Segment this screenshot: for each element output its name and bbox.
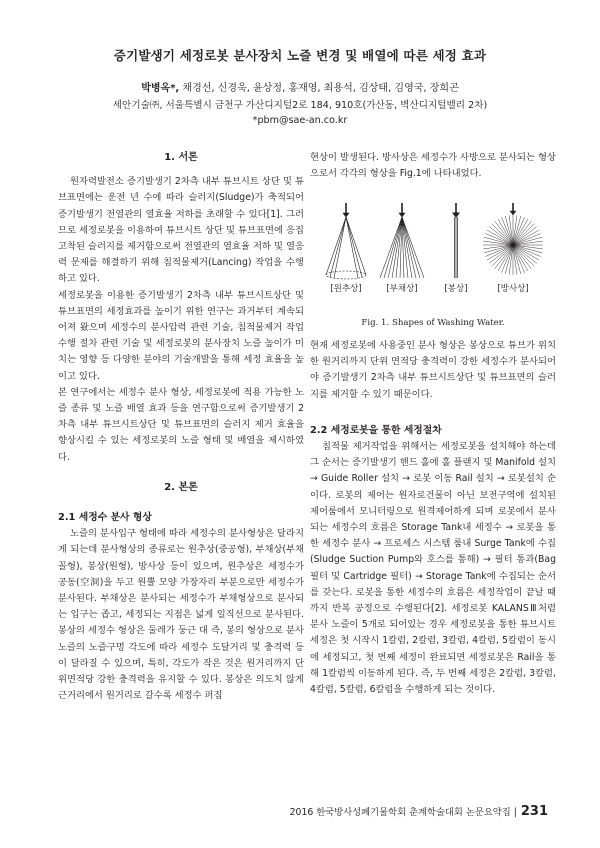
section-heading-intro: 1. 서론 [164, 152, 198, 163]
radial-ray [484, 245, 513, 253]
radial-ray [513, 237, 542, 245]
label-solid-stream: [봉상] [444, 284, 468, 294]
body-paragraph-2-1: 노즐의 분사입구 형태에 따라 세정수의 분사형상은 달라지게 되는데 분사형상의 종류로는 원추상(중공형), 부채상(부채꼴형), 봉상(원형), 방사상 등이 있으며, 원추상은 세정수가 공동(空洞)을 두고 원뿔 모양 가장자리 부분으로만 세정수가 분사된다. 부채상은 분사되는 세정수가 부채형상으로 분사되는 입구는 좁고, 세정되는 지점은 넓게 일직선으로 분사된다. 봉상의 세정수 형상은 둘레가 둥근 대 즉, 봉의 형상으로 분사노즐의 노즐구멍 각도에 따라 세정수 도달거리 및 충격력 등이 달라질 수 있으며, 특히, 각도가 작은 것은 원거리까지 단위면적당 강한 충격력을 유지할 수 있다. 봉상은 의도치 않게 근거리에서 원거리로 갈수록 세정수 퍼짐 [58, 528, 304, 702]
radial-ray [505, 245, 513, 274]
author-list [0, 79, 600, 94]
radial-ray [513, 245, 542, 253]
body-paragraph-2-1-end: 현재 세정로봇에 사용중인 분사 형상은 봉상으로 튜브가 위치한 원거리까지 단위 면적당 충격력이 강한 세정수가 분사되어야 증기발생기 2차측 내부 튜브시트상단 및 튜브표면의 슬러지를 제거할 수 있기 때문이다. [310, 340, 556, 400]
label-fan: [부채상] [386, 284, 418, 294]
radial-ray [513, 245, 521, 274]
footer-text: 2016 한국방사성폐기물학회 춘계학술대회 논문요약집 | [289, 807, 517, 818]
radial-ray [484, 237, 513, 245]
body-paragraph-2-1-cont: 현상이 발생된다. 방사상은 세정수가 사방으로 분사되는 형상으로서 각각의 형상을 Fig.1에 나타내었다. [310, 152, 556, 180]
right-column-lower [310, 338, 556, 698]
right-column [310, 150, 556, 182]
lead-author: 박병옥*, [141, 83, 180, 94]
left-column [58, 150, 304, 705]
radial-ray [513, 216, 521, 245]
figure-caption: Fig. 1. Shapes of Washing Water. [361, 318, 505, 328]
email-address: *pbm@sae-an.co.kr [252, 115, 348, 126]
paper-title: 증기발생기 세정로봇 분사장치 노즐 변경 및 배열에 따른 세정 효과 [113, 48, 487, 63]
cone-spray-shape [326, 203, 366, 279]
intro-paragraph-2: 세정로봇을 이용한 증기발생기 2차측 내부 튜브시트상단 및 튜브표면의 세정효과를 높이기 위한 연구는 과거부터 계속되어져 왔으며 세정수의 분사압력 관련 기술, 침적물제거 작업 수행 절차 관련 기술 및 세정로봇의 분사장치 노즐 높이가 미치는 영향 등 다양한 분야의 기술개발을 통해 세정 효율을 높이고 있다. [58, 289, 304, 382]
fan-spray-shape [380, 203, 424, 278]
label-radial: [방사상] [497, 284, 529, 294]
radial-spray-shape [483, 203, 543, 275]
intro-paragraph-1: 원자력발전소 증기발생기 2차측 내부 튜브시트 상단 및 튜브표면에는 운전 년 수에 따라 슬러지(Sludge)가 축적되어 증기발생기 전열관의 열효율 저하를 초래할 수 있다[1]. 그러므로 세정로봇을 이용하여 튜브시트 상단 및 튜브표면에 응집 고착된 슬러지를 제거함으로써 전열관의 열효율 저하 및 열응력 문제를 해결하기 위해 침적물제거(Lancing) 작업을 수행하고 있다. [58, 176, 304, 285]
section-heading-body: 2. 본론 [164, 481, 198, 493]
solid-stream-shape [453, 203, 459, 278]
body-paragraph-2-2: 침적물 제거작업을 위해서는 세정로봇을 설치해야 하는데 그 순서는 증기발생기 핸드 홀에 홀 플랜지 및 Manifold 설치 → Guide Roller 설치 → 로봇 이동 Rail 설치 → 로봇설치 순이다. 로봇의 제어는 원자로건물이 아닌 보전구역에 설치된 제어룸에서 모니터링으로 원격제어하게 되며 로봇에서 분사되는 세정수의 흐름은 Storage Tank내 세정수 → 로봇을 통한 세정수 분사 → 프로세스 시스템 룸내 Surge Tank에 수집(Sludge Suction Pump와 호스를 통해) → 필터 통과(Bag 필터 및 Cartridge 필터) → Storage Tank에 수집되는 순서를 갖는다. 로봇을 통한 세정수의 흐름은 세정작업이 끝날 때 까지 반복 공정으로 수행된다[2]. 세정로봇 KALANSⅢ처럼 분사 노즐이 5개로 되어있는 경우 세정로봇을 통한 튜브시트 세정은 첫 시작시 1칼럼, 2칼럼, 3칼럼, 4칼럼, 5칼럼이 동시에 세정되고, 첫 번째 세정이 완료되면 세정로봇은 Rail을 통해 1칼럼씩 이동하게 된다. 즉, 두 번째 세정은 2칼럼, 3칼럼, 4칼럼, 5칼럼, 6칼럼을 수행하게 되는 것이다. [310, 441, 556, 696]
figure-washing-water-shapes [318, 203, 548, 321]
page-number: 231 [520, 804, 548, 819]
subsection-heading-2-2: 2.2 세정로봇을 통한 세정절차 [310, 424, 442, 436]
radial-ray [505, 216, 513, 245]
label-cone: [원추상] [330, 284, 362, 294]
affiliation: 세안기술㈜, 서울특별시 금천구 가산디지털2로 184, 910호(가산동, 벽산디지털밸리 2차) [112, 100, 488, 111]
intro-paragraph-3: 본 연구에서는 세정수 분사 형상, 세정로봇에 적용 가능한 노즐 종류 및 노즐 배열 효과 등을 연구함으로써 증기발생기 2차측 내부 튜브시트상단 및 튜브표면의 슬러지 제거 효율을 향상시킬 수 있는 세정로봇의 노즐 형태 및 배열을 제시하였다. [58, 386, 304, 463]
page-footer [290, 804, 548, 819]
coauthors: 채경선, 신경욱, 윤상정, 홍재영, 최용석, 김상태, 김영국, 장희곤 [179, 83, 459, 94]
subsection-heading-2-1: 2.1 세정수 분사 형상 [58, 512, 152, 524]
